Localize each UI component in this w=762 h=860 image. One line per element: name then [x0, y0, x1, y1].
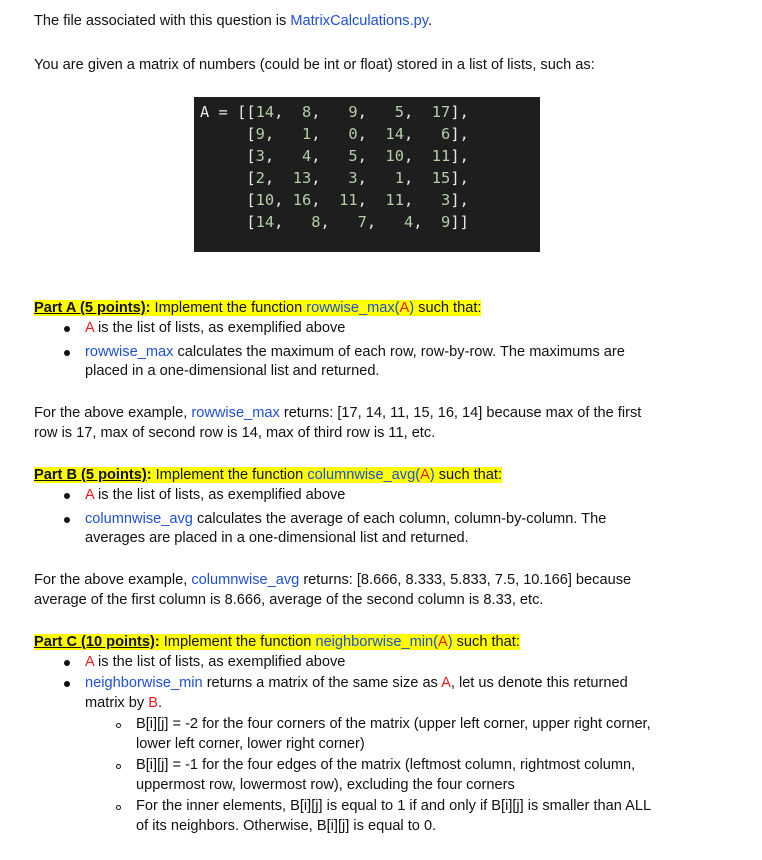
part-b-example-1: For the above example, columnwise_avg returns: [8.666, 8.333, 5.833, 7.5, 10.166] because	[34, 572, 632, 588]
file-name: MatrixCalculations.py	[290, 13, 428, 29]
code-line: [9, 1, 0, 14, 6],	[200, 125, 469, 143]
bullet-icon	[64, 326, 70, 332]
code-line: [2, 13, 3, 1, 15],	[200, 169, 469, 187]
part-a-bullet-2: rowwise_max calculates the maximum of each row, row-by-row. The maximums are	[85, 344, 625, 360]
bullet-icon	[64, 517, 70, 523]
part-c-sub-1-line-2: lower left corner, lower right corner)	[136, 736, 365, 752]
part-c-bullet-1: A is the list of lists, as exemplified above	[85, 654, 346, 670]
matrix-code-block	[194, 97, 540, 252]
intro-given-line: You are given a matrix of numbers (could be int or float) stored in a list of lists, such as:	[34, 57, 595, 73]
part-a-example-1: For the above example, rowwise_max returns: [17, 14, 11, 15, 16, 14] because max of the first	[34, 405, 642, 421]
code-line: [3, 4, 5, 10, 11],	[200, 147, 469, 165]
part-a-example-2: row is 17, max of second row is 14, max of third row is 11, etc.	[34, 425, 436, 441]
part-c-bullet-2: neighborwise_min returns a matrix of the same size as A, let us denote this returned	[85, 675, 628, 691]
part-a-bullet-2-cont: placed in a one-dimensional list and returned.	[85, 363, 380, 379]
code-line: A = [[14, 8, 9, 5, 17],	[200, 103, 469, 121]
part-b-bullet-2-cont: averages are placed in a one-dimensional list and returned.	[85, 530, 469, 546]
part-a-heading: Part A (5 points): Implement the function rowwise_max(A) such that:	[34, 300, 482, 316]
part-c-sub-2-line-2: uppermost row, lowermost row), excluding the four corners	[136, 777, 515, 793]
bullet-icon	[64, 493, 70, 499]
part-c-bullet-2-cont: matrix by B.	[85, 695, 163, 711]
sub-bullet-icon	[116, 723, 121, 728]
part-c-sub-3-line-2: of its neighbors. Otherwise, B[i][j] is equal to 0.	[136, 818, 437, 834]
part-b-example-2: average of the first column is 8.666, average of the second column is 8.33, etc.	[34, 592, 544, 608]
sub-bullet-icon	[116, 805, 121, 810]
part-c-heading: Part C (10 points): Implement the function neighborwise_min(A) such that:	[34, 634, 520, 650]
sub-bullet-icon	[116, 764, 121, 769]
code-line: [10, 16, 11, 11, 3],	[200, 191, 469, 209]
code-line: [14, 8, 7, 4, 9]]	[200, 213, 469, 231]
bullet-icon	[64, 660, 70, 666]
intro-file-line: The file associated with this question is MatrixCalculations.py.	[34, 13, 433, 29]
part-a-bullet-1: A is the list of lists, as exemplified above	[85, 320, 346, 336]
part-c-sub-1-line-1: B[i][j] = -2 for the four corners of the matrix (upper left corner, upper right corner,	[136, 716, 651, 732]
part-c-sub-2-line-1: B[i][j] = -1 for the four edges of the matrix (leftmost column, rightmost column,	[136, 757, 636, 773]
part-b-bullet-2: columnwise_avg calculates the average of each column, column-by-column. The	[85, 511, 607, 527]
bullet-icon	[64, 681, 70, 687]
part-b-bullet-1: A is the list of lists, as exemplified above	[85, 487, 346, 503]
part-c-sub-3-line-1: For the inner elements, B[i][j] is equal to 1 if and only if B[i][j] is smaller than ALL	[136, 798, 652, 814]
part-b-heading: Part B (5 points): Implement the function columnwise_avg(A) such that:	[34, 467, 503, 483]
bullet-icon	[64, 350, 70, 356]
